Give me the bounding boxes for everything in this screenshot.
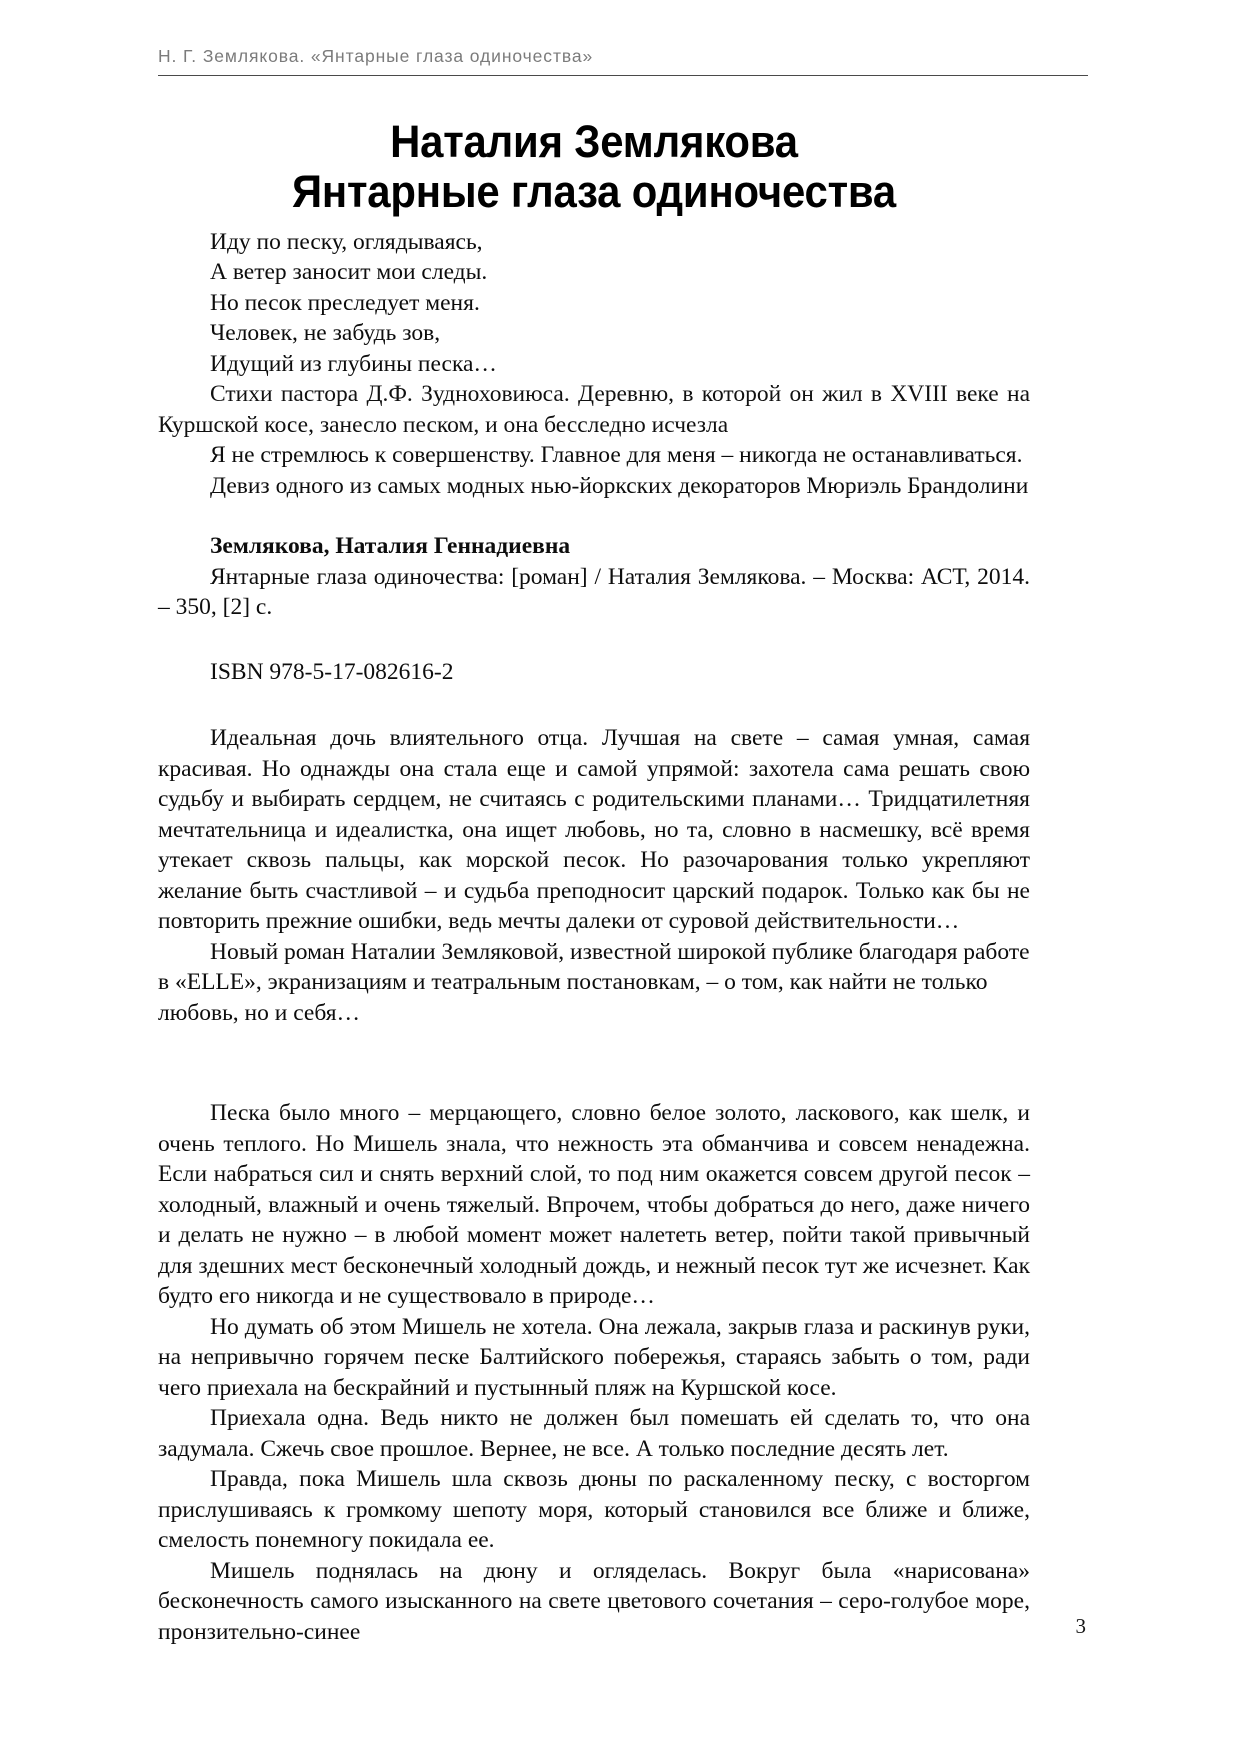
body-text-block <box>158 1098 1030 1647</box>
poem-line: Идущий из глубины песка… <box>210 350 497 377</box>
epigraph-block <box>158 440 1030 501</box>
poem-line: Но песок преследует меня. <box>210 289 480 316</box>
body-paragraph: Но думать об этом Мишель не хотела. Она лежала, закрыв глаза и раскинув руки, на непривычно горячем песке Балтийского побережья, стараясь забыть о том, ради чего приехала на бескрайний и пустынный пляж на Куршской косе. <box>158 1313 1030 1401</box>
running-header-text: Н. Г. Землякова. «Янтарные глаза одиночества» <box>158 46 594 66</box>
epigraph-source: Девиз одного из самых модных нью-йоркских декораторов Мюриэль Брандолини <box>210 472 1029 499</box>
annotation-paragraph: Новый роман Наталии Земляковой, известной широкой публике благодаря работе в «ELLE», экранизациям и театральным постановкам, – о том, как найти не только любовь, но и себя… <box>158 938 1030 1026</box>
annotation-paragraph: Идеальная дочь влиятельного отца. Лучшая на свете – самая умная, самая красивая. Но однажды она стала еще и самой упрямой: захотела сама решать свою судьбу и выбирать сердцем, не считаясь с родительскими планами… Тридцатилетняя мечтательница и идеалистка, она ищет любовь, но та, словно в насмешку, всё время утекает сквозь пальцы, как морской песок. Но разочарования только укрепляют желание быть счастливой – и судьба преподносит царский подарок. Только как бы не повторить прежние ошибки, ведь мечты далеки от суровой действительности… <box>158 725 1030 935</box>
title-author-name: Наталия Землякова <box>390 116 798 167</box>
page-content <box>158 118 1030 1647</box>
biblio-description: Янтарные глаза одиночества: [роман] / Наталия Землякова. – Москва: АСТ, 2014. – 350, [2] с. <box>158 563 1030 621</box>
biblio-block <box>158 531 1030 687</box>
page-number: 3 <box>1075 1614 1086 1638</box>
page-title <box>158 118 1030 217</box>
running-header <box>158 46 1088 76</box>
header-divider <box>158 75 1088 76</box>
poem-line: Иду по песку, оглядываясь, <box>210 228 483 255</box>
poem-line: Человек, не забудь зов, <box>210 320 441 347</box>
poem-line: А ветер заносит мои следы. <box>210 259 488 286</box>
poem-attribution: Стихи пастора Д.Ф. Зудноховиюса. Деревню, в которой он жил в XVIII веке на Куршской косе, занесло песком, и она бесследно исчезла <box>158 381 1030 438</box>
poem-block <box>158 227 1030 441</box>
isbn-value: ISBN 978-5-17-082616-2 <box>210 658 454 685</box>
epigraph-quote: Я не стремлюсь к совершенству. Главное для меня – никогда не останавливаться. <box>210 442 1023 469</box>
biblio-author: Землякова, Наталия Геннадиевна <box>210 533 571 560</box>
title-book-name: Янтарные глаза одиночества <box>291 165 897 217</box>
body-paragraph: Песка было много – мерцающего, словно белое золото, ласкового, как шелк, и очень теплого. Но Мишель знала, что нежность эта обманчива и совсем ненадежна. Если набраться сил и снять верхний слой, то под ним окажется совсем другой песок – холодный, влажный и очень тяжелый. Впрочем, чтобы добраться до него, даже ничего и делать не нужно – в любой момент может налететь ветер, пойти такой привычный для здешних мест бесконечный холодный дождь, и нежный песок тут же исчезнет. Как будто его никогда и не существовало в природе… <box>158 1100 1030 1310</box>
body-paragraph: Приехала одна. Ведь никто не должен был помешать ей сделать то, что она задумала. Сжечь свое прошлое. Вернее, не все. А только последние десять лет. <box>158 1405 1030 1462</box>
annotation-block <box>158 723 1030 1028</box>
body-paragraph: Мишель поднялась на дюну и огляделась. Вокруг была «нарисована» бесконечность самого изысканного на свете цветового сочетания – серо-голубое море, пронзительно-синее <box>158 1557 1030 1645</box>
body-paragraph: Правда, пока Мишель шла сквозь дюны по раскаленному песку, с восторгом прислушиваясь к громкому шепоту моря, который становился все ближе и ближе, смелость понемногу покидала ее. <box>158 1466 1030 1554</box>
